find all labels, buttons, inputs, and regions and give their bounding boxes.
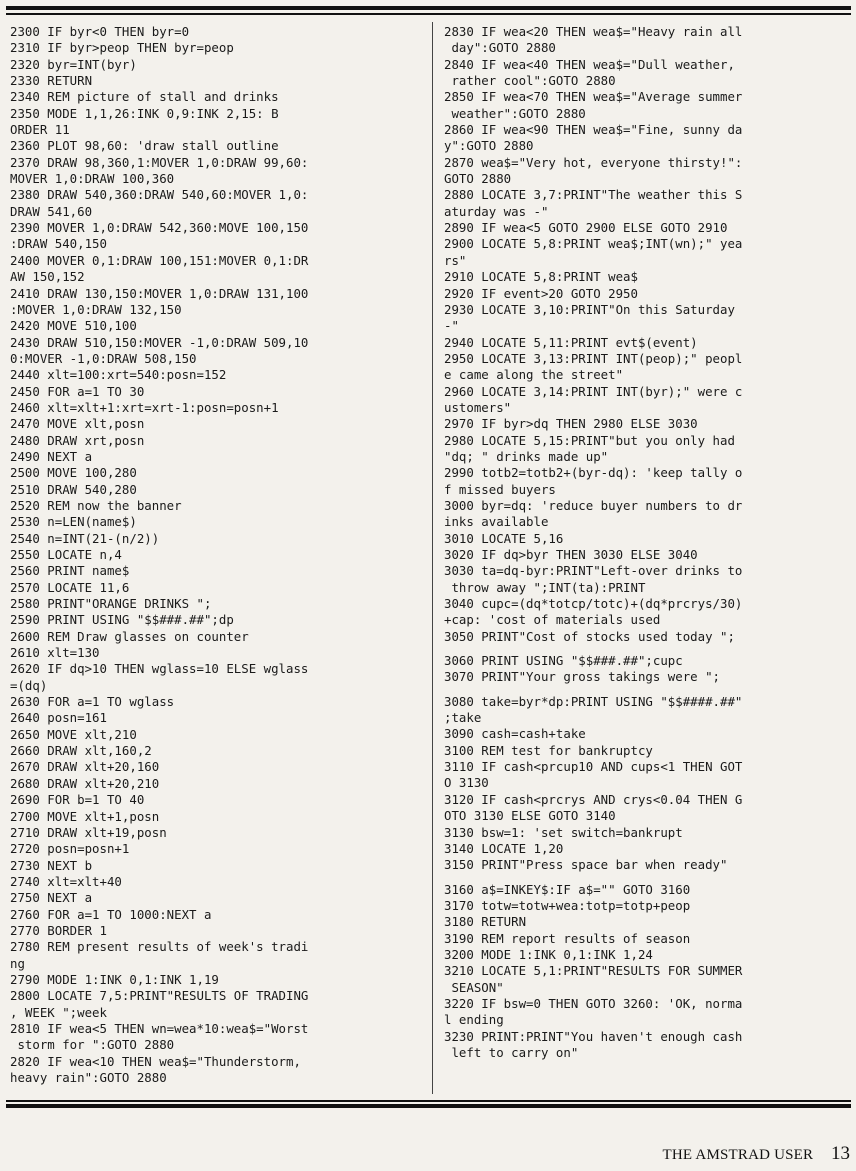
code-line: 3020 IF dq>byr THEN 3030 ELSE 3040 [444,547,698,562]
code-line: 3070 PRINT"Your gross takings were "; [444,669,721,685]
code-line: 2650 MOVE xlt,210 [10,726,137,742]
code-line: 2720 posn=posn+1 [10,841,130,857]
code-line: 2380 DRAW 540,360:DRAW 540,60:MOVER 1,0: [10,187,309,203]
code-line: DRAW 541,60 [10,203,93,219]
code-line: OTO 3130 ELSE GOTO 3140 [444,808,616,824]
code-line: rather cool":GOTO 2880 [444,73,616,89]
code-line: 3040 cupc=(dq*totcp/totc)+(dq*prcrys/30) [444,596,743,612]
code-line: 2920 IF event>20 GOTO 2950 [444,285,638,301]
code-line: heavy rain":GOTO 2880 [10,1070,167,1085]
code-line: MOVER 1,0:DRAW 100,360 [10,171,175,187]
code-line: ORDER 11 [10,122,70,138]
code-line: 3110 IF cash<prcup10 AND cups<1 THEN GOT [444,759,743,775]
code-line: 2980 LOCATE 5,15:PRINT"but you only had [444,432,735,448]
code-line: 3210 LOCATE 5,1:PRINT"RESULTS FOR SUMMER [444,963,743,979]
top-rule-thin [6,13,851,15]
code-line: 3090 cash=cash+take [444,726,586,742]
code-line: 2480 DRAW xrt,posn [10,432,145,448]
column-divider [432,22,433,1094]
code-line: 3230 PRINT:PRINT"You haven't enough cash [444,1028,743,1044]
code-line: 2850 IF wea<70 THEN wea$="Average summer [444,89,743,105]
code-line: 2530 n=LEN(name$) [10,514,137,530]
code-line: 2700 MOVE xlt+1,posn [10,808,160,824]
code-line: 2360 PLOT 98,60: 'draw stall outline [10,138,279,154]
code-line [444,645,844,653]
code-line: :DRAW 540,150 [10,236,107,252]
code-line: 3130 bsw=1: 'set switch=bankrupt [444,824,683,840]
code-line [444,686,844,694]
code-line: SEASON" [444,979,504,995]
code-line: 2890 IF wea<5 GOTO 2900 ELSE GOTO 2910 [444,220,728,236]
code-line: 2520 REM now the banner [10,497,182,513]
code-line: weather":GOTO 2880 [444,105,586,121]
code-line: 3100 REM test for bankruptcy [444,742,653,758]
code-line: 2940 LOCATE 5,11:PRINT evt$(event) [444,334,698,350]
code-line: O 3130 [444,775,489,791]
code-line: 2910 LOCATE 5,8:PRINT wea$ [444,269,638,285]
code-line: 2990 totb2=totb2+(byr-dq): 'keep tally o [444,465,743,481]
code-line: 2740 xlt=xlt+40 [10,873,122,889]
code-line: 3160 a$=INKEY$:IF a$="" GOTO 3160 [444,881,691,897]
code-line: 3220 IF bsw=0 THEN GOTO 3260: 'OK, norma [444,995,743,1011]
code-line: 2540 n=INT(21-(n/2)) [10,530,160,546]
code-line: 3050 PRINT"Cost of stocks used today "; [444,628,735,644]
code-line: 2670 DRAW xlt+20,160 [10,759,160,775]
bottom-rule-thick [6,1104,851,1108]
code-line: 2600 REM Draw glasses on counter [10,628,249,644]
code-line: 2830 IF wea<20 THEN wea$="Heavy rain all [444,24,743,39]
listing-column-left [10,24,420,1086]
code-line: 2570 LOCATE 11,6 [10,579,130,595]
code-line: 3170 totw=totw+wea:totp=totp+peop [444,897,691,913]
code-line: 2900 LOCATE 5,8:PRINT wea$;INT(wn);" yea [444,236,743,252]
listing-column-right [444,24,844,1061]
code-line: 2500 MOVE 100,280 [10,465,137,481]
code-line: 2510 DRAW 540,280 [10,481,137,497]
code-line: 2610 xlt=130 [10,645,100,661]
code-line: e came along the street" [444,367,624,383]
page-number: 13 [831,1143,850,1164]
code-line: left to carry on" [444,1044,579,1060]
code-line: 3010 LOCATE 5,16 [444,530,564,546]
code-line: 3080 take=byr*dp:PRINT USING "$$####.##" [444,693,743,709]
code-line: 3190 REM report results of season [444,930,691,946]
code-line: 2690 FOR b=1 TO 40 [10,792,145,808]
code-line: 2660 DRAW xlt,160,2 [10,743,152,759]
code-line: 2370 DRAW 98,360,1:MOVER 1,0:DRAW 99,60: [10,154,309,170]
code-line: 2580 PRINT"ORANGE DRINKS "; [10,596,212,612]
code-line: 2590 PRINT USING "$$###.##";dp [10,612,234,628]
code-line: GOTO 2880 [444,171,512,187]
code-line: aturday was -" [444,203,549,219]
code-line: 3030 ta=dq-byr:PRINT"Left-over drinks to [444,563,743,579]
code-line: 2560 PRINT name$ [10,563,130,579]
code-line: , WEEK ";week [10,1004,107,1020]
page-footer [663,1143,850,1165]
code-line: 2300 IF byr<0 THEN byr=0 [10,24,190,39]
code-line: 3060 PRINT USING "$$###.##";cupc [444,653,683,669]
code-line: ;take [444,710,482,726]
code-line: 2760 FOR a=1 TO 1000:NEXT a [10,906,212,922]
magazine-title: THE AMSTRAD USER [662,1147,814,1163]
code-line: 2350 MODE 1,1,26:INK 0,9:INK 2,15: B [10,105,279,121]
code-line: 2390 MOVER 1,0:DRAW 542,360:MOVE 100,150 [10,220,309,236]
code-line: 2400 MOVER 0,1:DRAW 100,151:MOVER 0,1:DR [10,252,309,268]
code-line: 2790 MODE 1:INK 0,1:INK 1,19 [10,971,219,987]
code-line: 3150 PRINT"Press space bar when ready" [444,857,728,873]
code-line: 3180 RETURN [444,914,527,930]
code-line: =(dq) [10,677,48,693]
code-line: l ending [444,1012,504,1028]
code-line: 0:MOVER -1,0:DRAW 508,150 [10,350,197,366]
code-line: 3140 LOCATE 1,20 [444,840,564,856]
code-line: f missed buyers [444,481,556,497]
code-line: rs" [444,252,467,268]
code-line: 2710 DRAW xlt+19,posn [10,824,167,840]
code-line: 2630 FOR a=1 TO wglass [10,694,175,710]
code-line: 2750 NEXT a [10,890,93,906]
code-line: 2430 DRAW 510,150:MOVER -1,0:DRAW 509,10 [10,334,309,350]
code-line: 2460 xlt=xlt+1:xrt=xrt-1:posn=posn+1 [10,399,279,415]
bottom-rule-thin [6,1100,851,1102]
code-line: 2840 IF wea<40 THEN wea$="Dull weather, [444,56,735,72]
code-line: 2550 LOCATE n,4 [10,547,122,562]
code-line: 2800 LOCATE 7,5:PRINT"RESULTS OF TRADING [10,988,309,1004]
code-line: 2770 BORDER 1 [10,922,107,938]
code-line: 2780 REM present results of week's tradi [10,939,309,955]
code-line: "dq; " drinks made up" [444,448,609,464]
code-line: 3200 MODE 1:INK 0,1:INK 1,24 [444,946,653,962]
code-line: y":GOTO 2880 [444,138,534,154]
code-line [444,874,844,882]
code-line: 2420 MOVE 510,100 [10,318,137,334]
code-line: 2680 DRAW xlt+20,210 [10,775,160,791]
code-line: 2930 LOCATE 3,10:PRINT"On this Saturday [444,301,735,317]
code-line: 2860 IF wea<90 THEN wea$="Fine, sunny da [444,122,743,138]
code-line: storm for ":GOTO 2880 [10,1037,175,1053]
code-line: :MOVER 1,0:DRAW 132,150 [10,301,182,317]
code-line: 3120 IF cash<prcrys AND crys<0.04 THEN G [444,791,743,807]
top-rule-thick [6,6,851,10]
code-line: 2810 IF wea<5 THEN wn=wea*10:wea$="Worst [10,1020,309,1036]
code-line: -" [444,318,459,334]
code-line: 2620 IF dq>10 THEN wglass=10 ELSE wglass [10,661,309,677]
code-line: 2470 MOVE xlt,posn [10,416,145,432]
code-line: AW 150,152 [10,269,85,285]
code-line: 3000 byr=dq: 'reduce buyer numbers to dr [444,497,743,513]
code-line: 2450 FOR a=1 TO 30 [10,383,145,399]
code-line: inks available [444,514,549,530]
code-line: 2340 REM picture of stall and drinks [10,89,279,105]
code-line: 2960 LOCATE 3,14:PRINT INT(byr);" were c [444,383,743,399]
code-line: 2730 NEXT b [10,857,93,873]
code-line: 2880 LOCATE 3,7:PRINT"The weather this S [444,187,743,203]
code-line: 2330 RETURN [10,73,93,89]
code-line: +cap: 'cost of materials used [444,612,661,628]
code-line: 2490 NEXT a [10,448,93,464]
code-line: ustomers" [444,399,512,415]
code-line: 2820 IF wea<10 THEN wea$="Thunderstorm, [10,1053,301,1069]
code-line: ng [10,955,25,971]
code-line: 2870 wea$="Very hot, everyone thirsty!": [444,154,743,170]
code-line: 2440 xlt=100:xrt=540:posn=152 [10,367,227,383]
code-line: 2410 DRAW 130,150:MOVER 1,0:DRAW 131,100 [10,285,309,301]
code-line: 2310 IF byr>peop THEN byr=peop [10,40,234,56]
code-line: 2320 byr=INT(byr) [10,56,137,72]
code-line: 2950 LOCATE 3,13:PRINT INT(peop);" peopl [444,350,743,366]
code-line: 2970 IF byr>dq THEN 2980 ELSE 3030 [444,416,698,432]
code-line: 2640 posn=161 [10,710,107,726]
code-line: day":GOTO 2880 [444,40,556,56]
code-line: throw away ";INT(ta):PRINT [444,579,646,595]
